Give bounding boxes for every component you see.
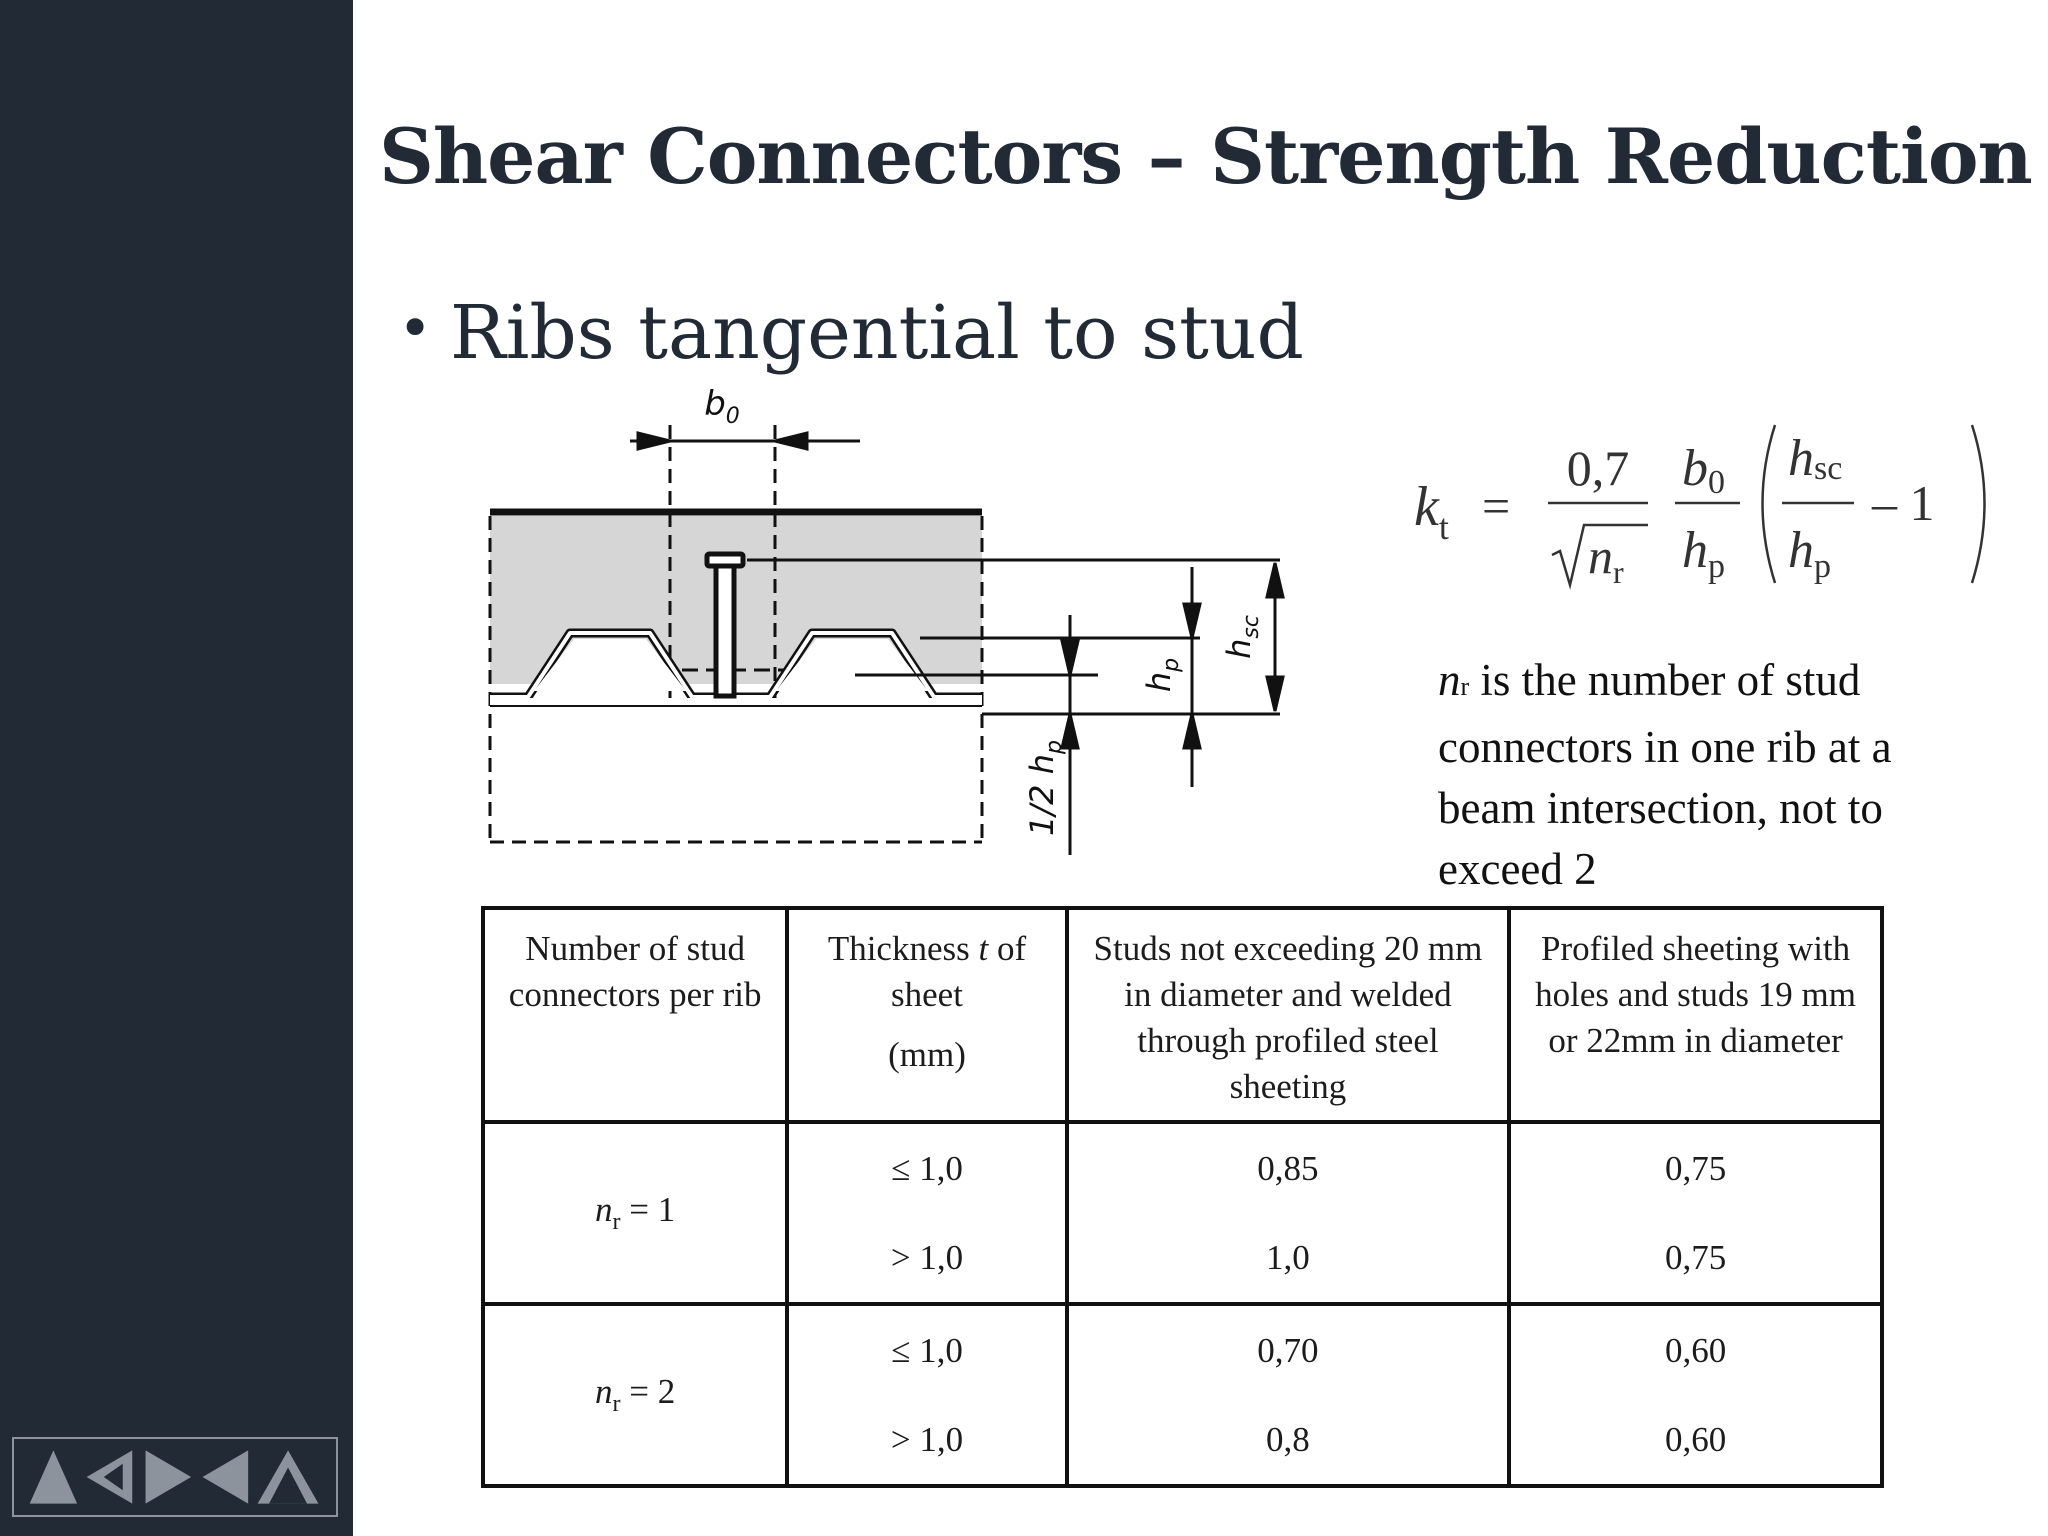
b0-label: $b_0$	[704, 384, 740, 429]
holes-cell: 0,60 0,60	[1509, 1304, 1882, 1486]
fraction2-denominator: hp	[1682, 522, 1725, 585]
header-sheet-thickness: Thickness t of sheet (mm)	[787, 908, 1066, 1122]
nr-note: nr is the number of stud connectors in one rib at a beam intersection, not to exceed 2	[1438, 655, 1892, 894]
rib-diagram	[470, 375, 1320, 880]
table-header-row	[483, 908, 1882, 1122]
welded-cell: 0,70 0,8	[1067, 1304, 1510, 1486]
minus-one: – 1	[1872, 475, 1935, 531]
right-paren	[1972, 425, 1985, 583]
hsc-dimension	[1267, 563, 1283, 711]
table-row	[483, 1122, 1882, 1304]
half-hp-label: 1/2 $h_p$	[1023, 740, 1067, 836]
bullet-dot-icon: •	[398, 294, 433, 362]
equals-sign: =	[1482, 478, 1511, 534]
fraction2-numerator: b0	[1682, 440, 1725, 501]
header-welded-studs: Studs not exceeding 20 mm in diameter and welded through profiled steel sheeting	[1067, 908, 1510, 1122]
slide-title: Shear Connectors – Strength Reduction	[379, 112, 2032, 201]
logo-triangles-icon	[14, 1439, 336, 1515]
welded-cell: 0,85 1,0	[1067, 1122, 1510, 1304]
nr-cell: $n_r = 2$	[483, 1304, 787, 1486]
sidebar	[0, 0, 353, 1536]
thickness-cell: ≤ 1,0 > 1,0	[787, 1304, 1066, 1486]
b0-dimension	[630, 433, 860, 449]
table-row	[483, 1304, 1882, 1486]
nr-cell: $n_r = 1$	[483, 1122, 787, 1304]
fraction3-denominator: hp	[1788, 522, 1831, 585]
header-holed-sheeting: Profiled sheeting with holes and studs 19 mm or 22mm in diameter	[1509, 908, 1882, 1122]
logo	[12, 1437, 338, 1517]
bullet-text: Ribs tangential to stud	[450, 290, 1304, 376]
kt-formula	[1400, 405, 2000, 605]
holes-cell: 0,75 0,75	[1509, 1122, 1882, 1304]
fraction3-numerator: hsc	[1788, 430, 1843, 487]
fraction1-numerator: 0,7	[1566, 440, 1630, 496]
hp-dimension	[1184, 567, 1200, 787]
reduction-factor-table	[481, 906, 1884, 1488]
fraction1-denominator: $n_r$	[1588, 528, 1624, 590]
kt-symbol: $k_t$	[1414, 476, 1449, 547]
half-hp-dimension	[1062, 615, 1078, 855]
hp-label: $h_p$	[1140, 657, 1184, 693]
left-paren	[1763, 425, 1776, 583]
bullet-item	[398, 290, 1304, 376]
header-studs-per-rib: Number of stud connectors per rib	[483, 908, 787, 1122]
thickness-cell: ≤ 1,0 > 1,0	[787, 1122, 1066, 1304]
hsc-label: $h_{sc}$	[1220, 615, 1264, 659]
